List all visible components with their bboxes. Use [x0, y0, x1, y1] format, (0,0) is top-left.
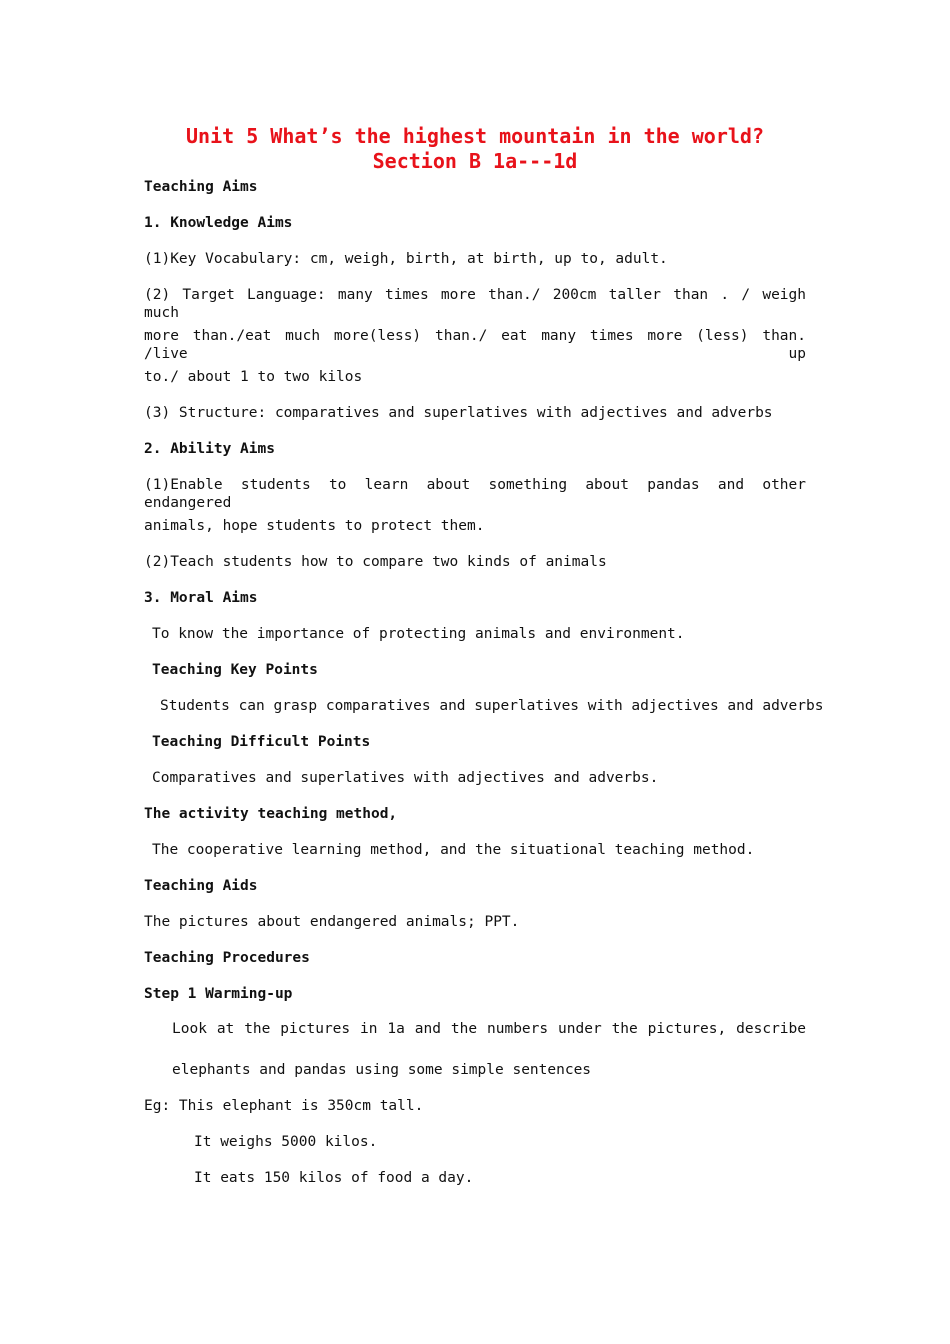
step-1-line-1: Look at the pictures in 1a and the numbers under the pictures, describe: [172, 1021, 806, 1037]
heading-teaching-method: The activity teaching method,: [144, 806, 398, 822]
target-language-line-1: (2) Target Language: many times more than./ 200cm taller than . / weigh much: [144, 287, 806, 321]
heading-step-1: Step 1 Warming-up: [144, 986, 293, 1002]
step-1-line-2: elephants and pandas using some simple sentences: [172, 1062, 592, 1078]
teaching-aids-text: The pictures about endangered animals; PPT.: [144, 914, 520, 930]
title-line-2: Section B 1a---1d: [372, 149, 578, 173]
heading-teaching-aims: Teaching Aims: [144, 179, 258, 195]
heading-moral-aims: 3. Moral Aims: [144, 590, 258, 606]
heading-ability-aims: 2. Ability Aims: [144, 441, 275, 457]
moral-aims-text: To know the importance of protecting animals and environment.: [152, 626, 685, 642]
target-language-line-3: to./ about 1 to two kilos: [144, 369, 363, 385]
ability-aim-1-line-2: animals, hope students to protect them.: [144, 518, 485, 534]
heading-knowledge-aims: 1. Knowledge Aims: [144, 215, 293, 231]
ability-aim-1-line-1: (1)Enable students to learn about something about pandas and other endangered: [144, 477, 806, 511]
heading-teaching-procedures: Teaching Procedures: [144, 950, 310, 966]
example-line-1: Eg: This elephant is 350cm tall.: [144, 1098, 424, 1114]
key-vocabulary: (1)Key Vocabulary: cm, weigh, birth, at birth, up to, adult.: [144, 251, 668, 267]
example-line-2: It weighs 5000 kilos.: [194, 1134, 378, 1150]
structure: (3) Structure: comparatives and superlatives with adjectives and adverbs: [144, 405, 773, 421]
teaching-method-text: The cooperative learning method, and the situational teaching method.: [152, 842, 755, 858]
heading-difficult-points: Teaching Difficult Points: [152, 734, 371, 750]
example-line-3: It eats 150 kilos of food a day.: [194, 1170, 474, 1186]
heading-teaching-aids: Teaching Aids: [144, 878, 258, 894]
ability-aim-2: (2)Teach students how to compare two kinds of animals: [144, 554, 607, 570]
heading-key-points: Teaching Key Points: [152, 662, 318, 678]
title-line-1: Unit 5 What’s the highest mountain in the world?: [186, 124, 764, 148]
key-points-text: Students can grasp comparatives and superlatives with adjectives and adverbs: [160, 698, 824, 714]
difficult-points-text: Comparatives and superlatives with adjectives and adverbs.: [152, 770, 659, 786]
target-language-line-2: more than./eat much more(less) than./ eat many times more (less) than. /live up: [144, 328, 806, 362]
